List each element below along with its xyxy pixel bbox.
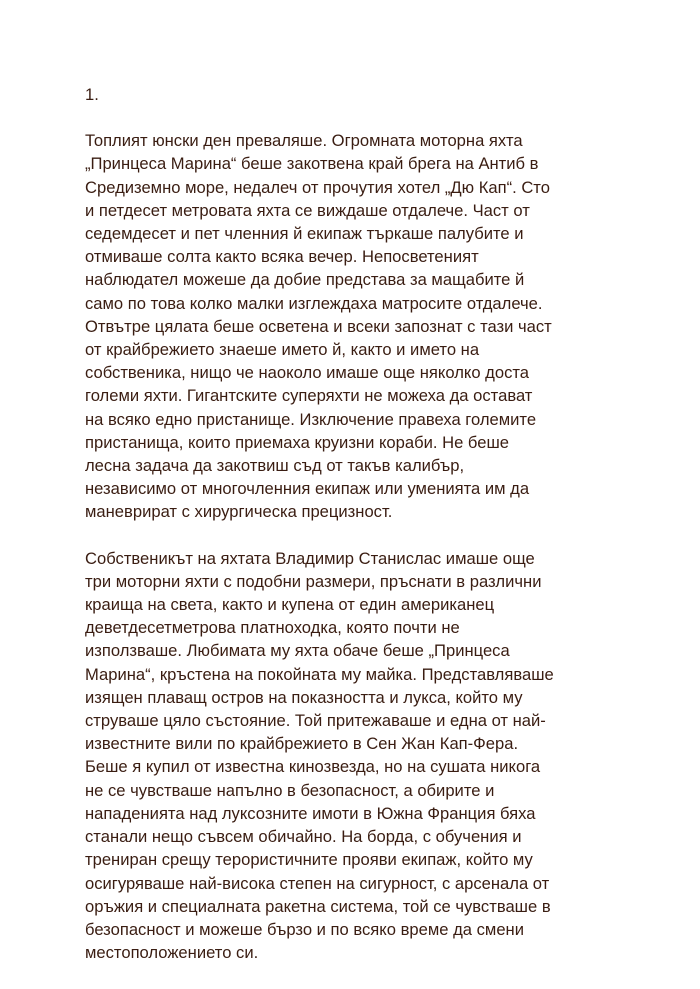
text-line: нападенията над луксозните имоти в Южна Франция бяха	[85, 803, 536, 823]
text-line: Беше я купил от известна кинозвезда, но на сушата никога	[85, 757, 541, 777]
text-line: известните вили по крайбрежието в Сен Жан Кап-Фера.	[85, 734, 519, 754]
text-line: на всяко едно пристанище. Изключение правеха големите	[85, 409, 537, 429]
text-line: и петдесет метровата яхта се виждаше отдалече. Част от	[85, 200, 530, 220]
text-line: използваше. Любимата му яхта обаче беше „Принцеса	[85, 641, 510, 661]
text-line: безопасност и можеше бързо и по всяко време да смени	[85, 919, 524, 939]
paragraph	[85, 129, 645, 523]
text-line: наблюдател можеше да добие представа за мащабите й	[85, 270, 525, 290]
text-line: три моторни яхти с подобни размери, пръснати в различни	[85, 571, 542, 591]
text-line: осигуряваше най-висока степен на сигурност, с арсенала от	[85, 873, 550, 893]
text-line: лесна задача да закотвиш съд от такъв калибър,	[85, 456, 465, 476]
text-line: Отвътре цялата беше осветена и всеки запознат с тази част	[85, 316, 552, 336]
chapter-number: 1.	[85, 85, 99, 104]
text-line: независимо от многочленния екипаж или уменията им да	[85, 479, 530, 499]
text-line: маневрират с хирургическа прецизност.	[85, 502, 393, 522]
text-line: оръжия и специалната ракетна система, той се чувстваше в	[85, 896, 551, 916]
text-line: трениран срещу терористичните прояви екипаж, който му	[85, 850, 533, 870]
text-line: Средиземно море, недалеч от прочутия хотел „Дю Кап“. Сто	[85, 177, 550, 197]
text-line: местоположението си.	[85, 943, 259, 963]
text-line: седемдесет и пет членния й екипаж търкаше палубите и	[85, 224, 524, 244]
text-line: „Принцеса Марина“ беше закотвена край брега на Антиб в	[85, 154, 539, 174]
text-line: деветдесетметрова платноходка, която почти не	[85, 618, 460, 638]
text-line: Марина“, кръстена на покойната му майка. Представляваше	[85, 664, 554, 684]
text-line: собственика, нищо че наоколо имаше още няколко доста	[85, 363, 530, 383]
text-line: струваше цяло състояние. Той притежаваше и една от най-	[85, 711, 546, 731]
text-line: само по това колко малки изглеждаха матросите отдалече.	[85, 293, 543, 313]
page-body	[85, 83, 645, 987]
text-line: краища на света, както и купена от един американец	[85, 595, 495, 615]
text-line: станали нещо съвсем обичайно. На борда, с обучения и	[85, 827, 522, 847]
text-line: пристанища, които приемаха круизни кораби. Не беше	[85, 432, 510, 452]
paragraph	[85, 547, 645, 965]
text-line: Топлият юнски ден преваляше. Огромната моторна яхта	[85, 131, 523, 151]
text-line: Собственикът на яхтата Владимир Станислас имаше още	[85, 548, 535, 568]
text-line: изящен плаващ остров на показността и лукса, който му	[85, 687, 523, 707]
text-line: не се чувстваше напълно в безопасност, а обирите и	[85, 780, 495, 800]
text-line: от крайбрежието знаеше името й, както и името на	[85, 340, 480, 360]
text-line: големи яхти. Гигантските суперяхти не можеха да остават	[85, 386, 533, 406]
text-line: отмиваше солта както всяка вечер. Непосветеният	[85, 247, 479, 267]
